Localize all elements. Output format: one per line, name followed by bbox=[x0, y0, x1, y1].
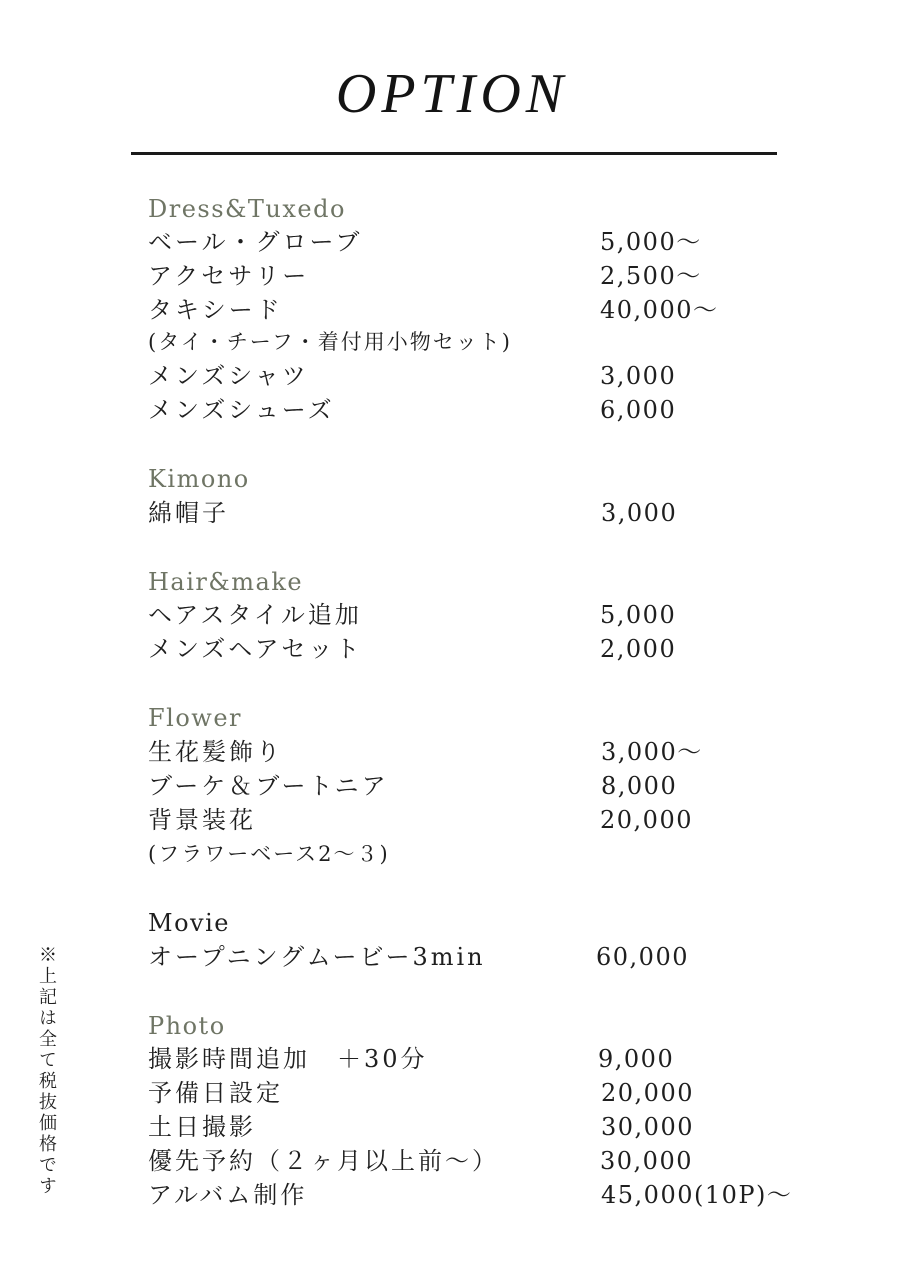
menu-item-note bbox=[148, 838, 864, 870]
menu-item bbox=[148, 770, 864, 802]
item-name: 土日撮影 bbox=[148, 1113, 256, 1141]
item-name: タキシード bbox=[148, 296, 283, 324]
item-name: アルバム制作 bbox=[148, 1181, 308, 1209]
item-name: 撮影時間追加 ＋30分 bbox=[148, 1045, 428, 1073]
item-price: 3,000〜 bbox=[601, 738, 703, 766]
section-heading-dress-tuxedo: Dress&Tuxedo bbox=[148, 195, 346, 223]
item-name: メンズヘアセット bbox=[148, 635, 363, 663]
item-name: メンズシャツ bbox=[148, 362, 309, 390]
item-price: 6,000 bbox=[600, 396, 677, 424]
item-price: 20,000 bbox=[600, 806, 693, 834]
item-name: ベール・グローブ bbox=[148, 228, 363, 256]
menu-item bbox=[148, 599, 864, 631]
item-name: アクセサリー bbox=[148, 262, 310, 290]
item-name: 綿帽子 bbox=[148, 499, 229, 527]
item-name: ブーケ＆ブートニア bbox=[148, 772, 389, 800]
menu-item bbox=[148, 736, 864, 768]
item-name: 優先予約（２ヶ月以上前〜） bbox=[148, 1147, 499, 1175]
item-note: (フラワーベース2〜３) bbox=[148, 842, 390, 866]
section-heading-kimono: Kimono bbox=[148, 465, 250, 493]
menu-item bbox=[148, 360, 864, 392]
item-name: メンズシューズ bbox=[148, 396, 335, 424]
item-name: ヘアスタイル追加 bbox=[148, 601, 362, 629]
item-price: 30,000 bbox=[600, 1147, 693, 1175]
menu-item bbox=[148, 226, 864, 258]
menu-item bbox=[148, 804, 864, 836]
menu-item bbox=[148, 1145, 864, 1177]
item-price: 40,000〜 bbox=[600, 296, 719, 324]
menu-item bbox=[148, 1077, 864, 1109]
menu-item bbox=[148, 633, 864, 665]
item-price: 9,000 bbox=[598, 1045, 675, 1073]
item-price: 5,000〜 bbox=[600, 228, 702, 256]
menu-item bbox=[148, 1111, 864, 1143]
item-price: 3,000 bbox=[600, 362, 677, 390]
item-price: 2,000 bbox=[600, 635, 677, 663]
menu-item bbox=[148, 1043, 864, 1075]
item-price: 8,000 bbox=[601, 772, 678, 800]
menu-item-note bbox=[148, 326, 864, 358]
section-heading-movie: Movie bbox=[148, 909, 230, 937]
section-heading-photo: Photo bbox=[148, 1012, 226, 1040]
item-price: 5,000 bbox=[600, 601, 677, 629]
item-price: 30,000 bbox=[601, 1113, 694, 1141]
section-heading-hair-make: Hair&make bbox=[148, 568, 304, 596]
item-name: 予備日設定 bbox=[148, 1079, 283, 1107]
item-price: 60,000 bbox=[596, 943, 689, 971]
item-name: オープニングムービー3min bbox=[148, 943, 486, 971]
item-name: 背景装花 bbox=[148, 806, 256, 834]
menu-item bbox=[148, 1179, 864, 1211]
menu-item bbox=[148, 497, 864, 529]
section-heading-flower: Flower bbox=[148, 704, 242, 732]
page-title: OPTION bbox=[335, 63, 569, 125]
menu-item bbox=[148, 260, 864, 292]
item-price: 2,500〜 bbox=[600, 262, 702, 290]
menu-item bbox=[148, 941, 864, 973]
menu-item bbox=[148, 294, 864, 326]
item-note: (タイ・チーフ・着付用小物セット) bbox=[148, 330, 512, 354]
tax-note: ※上記は全て税抜価格です bbox=[36, 945, 57, 1197]
menu-item bbox=[148, 394, 864, 426]
item-price: 20,000 bbox=[601, 1079, 694, 1107]
item-price: 45,000(10P)〜 bbox=[601, 1181, 793, 1209]
item-price: 3,000 bbox=[601, 499, 678, 527]
item-name: 生花髪飾り bbox=[148, 738, 283, 766]
